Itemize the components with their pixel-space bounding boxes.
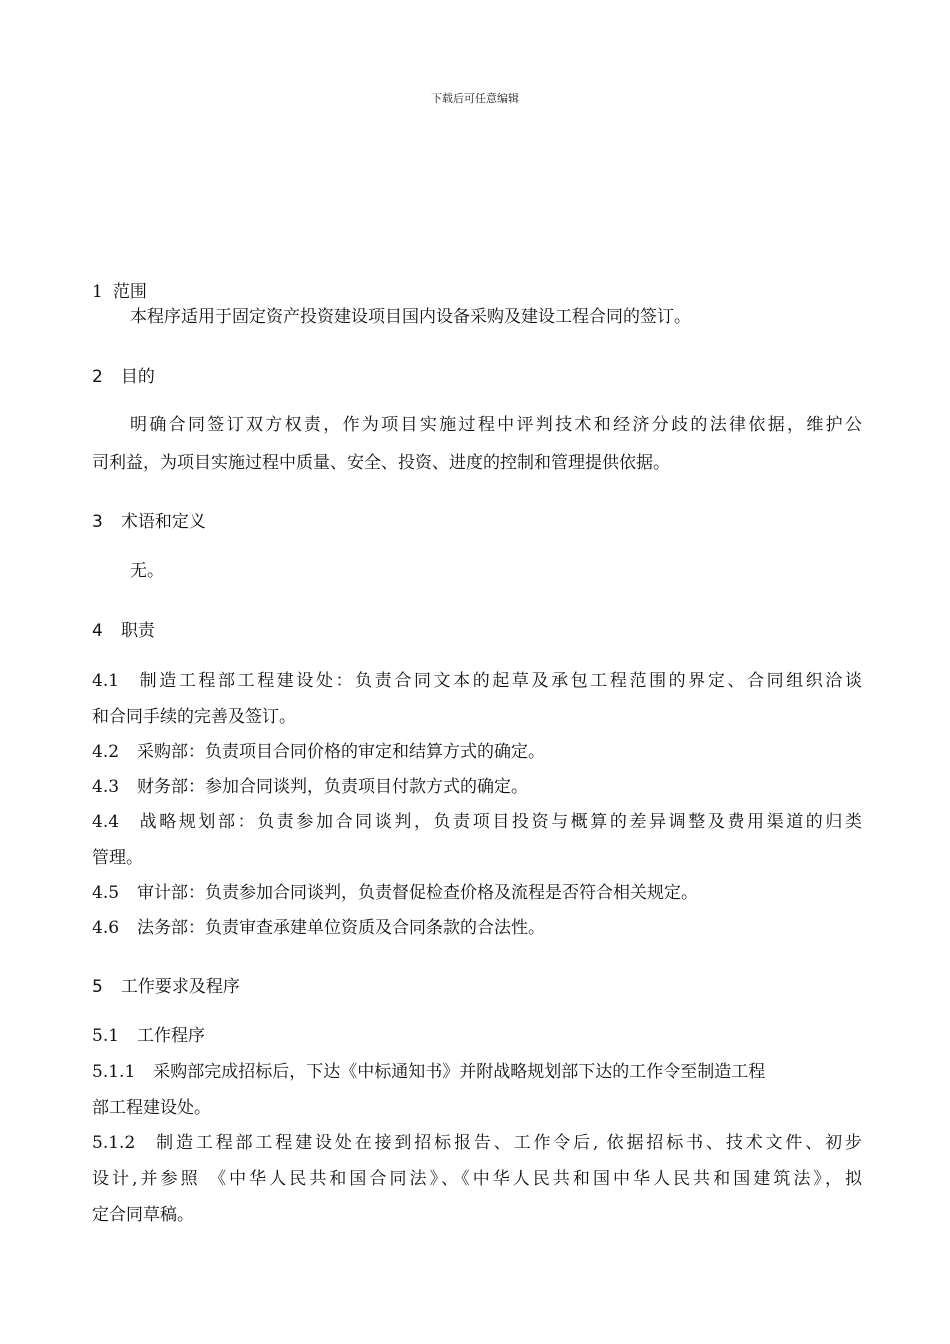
section-title: 职责 [120,621,155,641]
item-number: 4.5 [92,883,120,903]
item-number: 4.2 [92,742,120,762]
section-1-heading [92,281,862,303]
item-number: 4.6 [92,918,120,938]
item-text: 工作程序 [137,1026,206,1046]
item-number: 4.3 [92,777,120,797]
section-3-body: 无。 [130,561,164,581]
item-4-3 [92,776,862,798]
item-text: 制造工程部工程建设处：负责合同文本的起草及承包工程范围的界定、合同组织洽谈 [137,671,862,691]
item-4-4-line-1 [92,811,862,833]
item-text: 审计部：负责参加合同谈判，负责督促检查价格及流程是否符合相关规定。 [137,883,699,903]
page-header-note: 下载后可任意编辑 [431,92,519,105]
item-5-1-1-line-1 [92,1061,862,1083]
section-1-body: 本程序适用于固定资产投资建设项目国内设备采购及建设工程合同的签订。 [130,307,691,327]
section-number: 3 [92,512,103,532]
item-text: 制造工程部工程建设处在接到招标报告、工作令后, 依据招标书、技术文件、初步 [153,1133,862,1153]
item-number: 5.1 [92,1026,120,1046]
item-number: 5.1.2 [92,1133,136,1153]
item-4-1-line-2: 和合同手续的完善及签订。 [92,707,296,727]
section-2-body-line-1: 明确合同签订双方权责，作为项目实施过程中评判技术和经济分歧的法律依据，维护公 [130,415,862,435]
section-number: 2 [92,367,103,387]
item-5-1-2-line-1 [92,1132,862,1154]
section-4-heading [92,620,862,642]
section-title: 范围 [112,282,147,302]
item-text: 财务部：参加合同谈判，负责项目付款方式的确定。 [137,777,529,797]
section-title: 目的 [120,367,155,387]
item-number: 4.1 [92,671,120,691]
item-text: 采购部完成招标后，下达《中标通知书》并附战略规划部下达的工作令至制造工程 [153,1062,766,1082]
section-3-heading [92,511,862,533]
item-5-1-2-line-3: 定合同草稿。 [92,1205,194,1225]
section-5-heading [92,976,862,998]
section-number: 5 [92,977,103,997]
item-4-5 [92,882,862,904]
item-5-1-2-line-2: 设计,并参照 《中华人民共和国合同法》、《中华人民共和国中华人民共和国建筑法》，拟 [92,1169,862,1189]
subsection-5-1-heading [92,1025,862,1047]
item-4-4-line-2: 管理。 [92,848,143,868]
item-4-6 [92,917,862,939]
item-4-1-line-1 [92,670,862,692]
item-4-2 [92,741,862,763]
item-number: 5.1.1 [92,1062,136,1082]
section-title: 工作要求及程序 [120,977,240,997]
item-text: 法务部：负责审查承建单位资质及合同条款的合法性。 [137,918,546,938]
item-number: 4.4 [92,812,120,832]
item-text: 采购部：负责项目合同价格的审定和结算方式的确定。 [137,742,546,762]
section-title: 术语和定义 [120,512,206,532]
section-2-heading [92,366,862,388]
item-text: 战略规划部：负责参加合同谈判，负责项目投资与概算的差异调整及费用渠道的归类 [137,812,862,832]
section-number: 1 [92,282,103,302]
section-2-body-line-2: 司利益，为项目实施过程中质量、安全、投资、进度的控制和管理提供依据。 [92,453,670,473]
item-5-1-1-line-2: 部工程建设处。 [92,1098,211,1118]
section-number: 4 [92,621,103,641]
